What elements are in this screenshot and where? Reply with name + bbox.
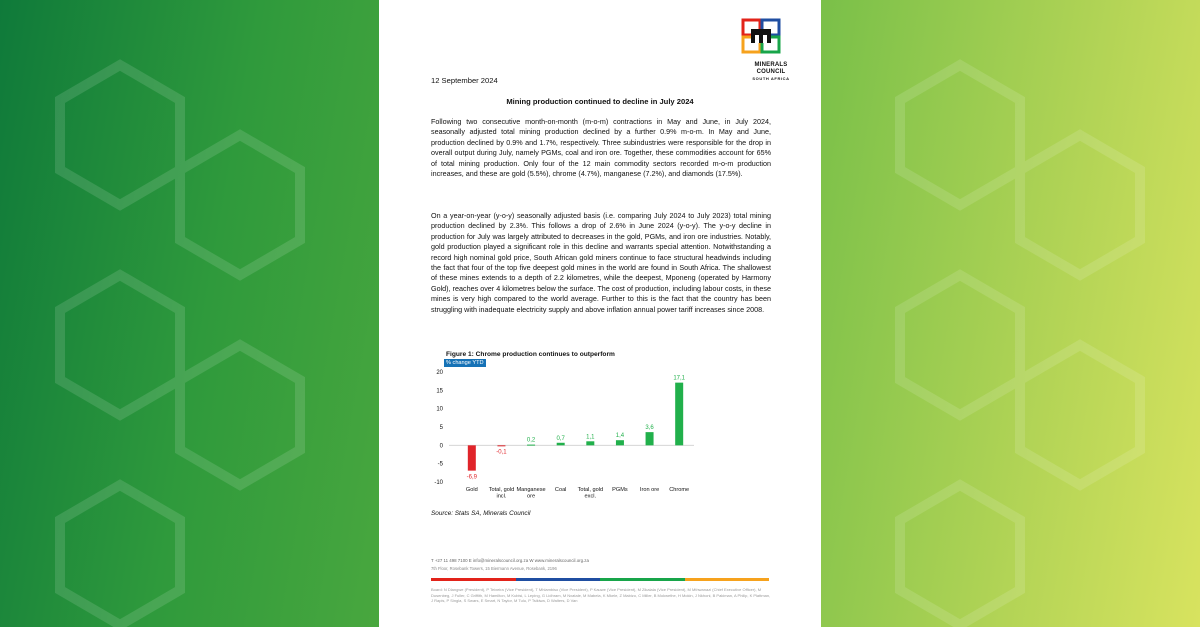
source-note: Source: Stats SA, Minerals Council: [431, 510, 531, 517]
bar-1: [497, 445, 505, 446]
category-label-7: Chrome: [669, 487, 690, 493]
document-date: 12 September 2024: [431, 76, 498, 85]
contact-line: T +27 11 498 7100 E info@mineralscouncil.org.za W www.mineralscouncil.org.za: [431, 558, 589, 563]
logo-name: MINERALS COUNCIL: [754, 62, 788, 75]
category-label-1: Total, gold incl.: [488, 487, 515, 500]
paragraph-2: On a year-on-year (y-o-y) seasonally adjusted basis (i.e. comparing July 2024 to July 2023) total mining production declined by 2.3%. This follows a drop of 2.6% in June 2024 (y-o-y). The y-o-y decline in production for July was largely attributed to decreases in the gold, PGMs, and iron ore industries. Notably, gold production played a significant role in this decline and warrants special attention. Notwithstanding a record high nominal gold price, South African gold miners continue to face structural headwinds including the fact that four of the top five deepest gold mines in the world are found in South Africa. The shallowest of these mines extends to a depth of 2.2 kilometres, while the deepest, Mponeng (operated by Harmony Gold), reaches over 4 kilometres below the surface. The cost of production, including labour costs, in these mines is very high compared to the world average. Further to this is the fact that the country has been struggling with inadequate electricity supply and above inflation annual power tariff increases since 2008.: [431, 211, 771, 314]
figure-title: Figure 1: Chrome production continues to outperform: [446, 351, 615, 358]
bar-7: [675, 383, 683, 446]
category-label-3: Coal: [554, 487, 567, 493]
data-label-0: -6,9: [466, 474, 477, 481]
data-label-2: 0,2: [526, 437, 536, 444]
data-label-1: -0,1: [496, 449, 507, 456]
data-label-7: 17,1: [673, 375, 686, 382]
category-label-2: Manganese ore: [516, 487, 546, 500]
y-tick-label: 15: [436, 388, 443, 395]
footer-color-bar: [431, 578, 769, 581]
data-label-6: 3,6: [645, 425, 654, 432]
figure-unit-badge: % change YTD: [446, 360, 484, 366]
logo-mark-icon: [741, 18, 781, 54]
bar-0: [468, 445, 476, 470]
y-tick-label: -5: [437, 461, 443, 468]
category-label-5: PGMs: [612, 487, 628, 493]
data-label-4: 1,1: [586, 434, 595, 441]
bar-chart: [419, 366, 719, 501]
bar-4: [586, 441, 594, 445]
y-tick-label: 20: [436, 370, 443, 376]
address-line: 7th Floor, Rosebank Towers, 15 Biermann Avenue, Rosebank, 2196: [431, 566, 557, 571]
data-label-3: 0,7: [556, 435, 565, 442]
bar-2: [527, 445, 535, 446]
paragraph-1: Following two consecutive month-on-month (m-o-m) contractions in May and June, in July 2024, seasonally adjusted total mining production declined by a further 0.9% m-o-m. In May and June, production declined by 0.9% and 1.7%, respectively. Three subindustries were responsible for the drop in overall output during July, namely PGMs, coal and iron ore. Together, these commodities account for 65% of total mining production. Only four of the 12 main commodity sectors recorded m-o-m production increases, and these are gold (5.5%), chrome (4.7%), manganese (7.2%), and diamonds (17.5%).: [431, 117, 771, 179]
category-label-4: Total, gold excl.: [577, 487, 604, 500]
y-tick-label: 10: [436, 406, 443, 413]
category-label-6: Iron ore: [639, 487, 660, 493]
board-members: Board: N Dlangwe (President), P Teixeira (Vice President), T Mhlambiso (Vice President), P Kauwe (Vice President), M Zikalala (Vice President), M Mthwanazi (Chief Executive Officer), M Dusenbeg, J Fuller, C Griffith, M Hamilton, M Kubisi, L Leping, G Lidhram, M Nxatale, M Mabela, K Mkele, Z Mabizo, C Miller, B Mokwethe, H Mokin, J Nkhoni, B Pakiman, A Philip, K Plattman, J Rapis, P Singla, S Swars, E Smart, N Taylor, M Tulu, P Tsikiwa, D Walters, D Van: [431, 587, 771, 604]
data-label-5: 1,4: [615, 433, 625, 440]
y-tick-label: 0: [439, 443, 443, 450]
bar-3: [557, 443, 565, 446]
y-tick-label: 5: [439, 425, 443, 431]
minerals-council-logo: [741, 18, 801, 81]
bar-5: [616, 440, 624, 445]
category-label-0: Gold: [465, 487, 478, 493]
document-title: Mining production continued to decline in July 2024: [506, 97, 694, 106]
bar-6: [646, 432, 654, 445]
logo-subtitle: SOUTH AFRICA: [752, 76, 790, 81]
y-tick-label: -10: [434, 480, 443, 486]
document-page: [379, 0, 821, 627]
